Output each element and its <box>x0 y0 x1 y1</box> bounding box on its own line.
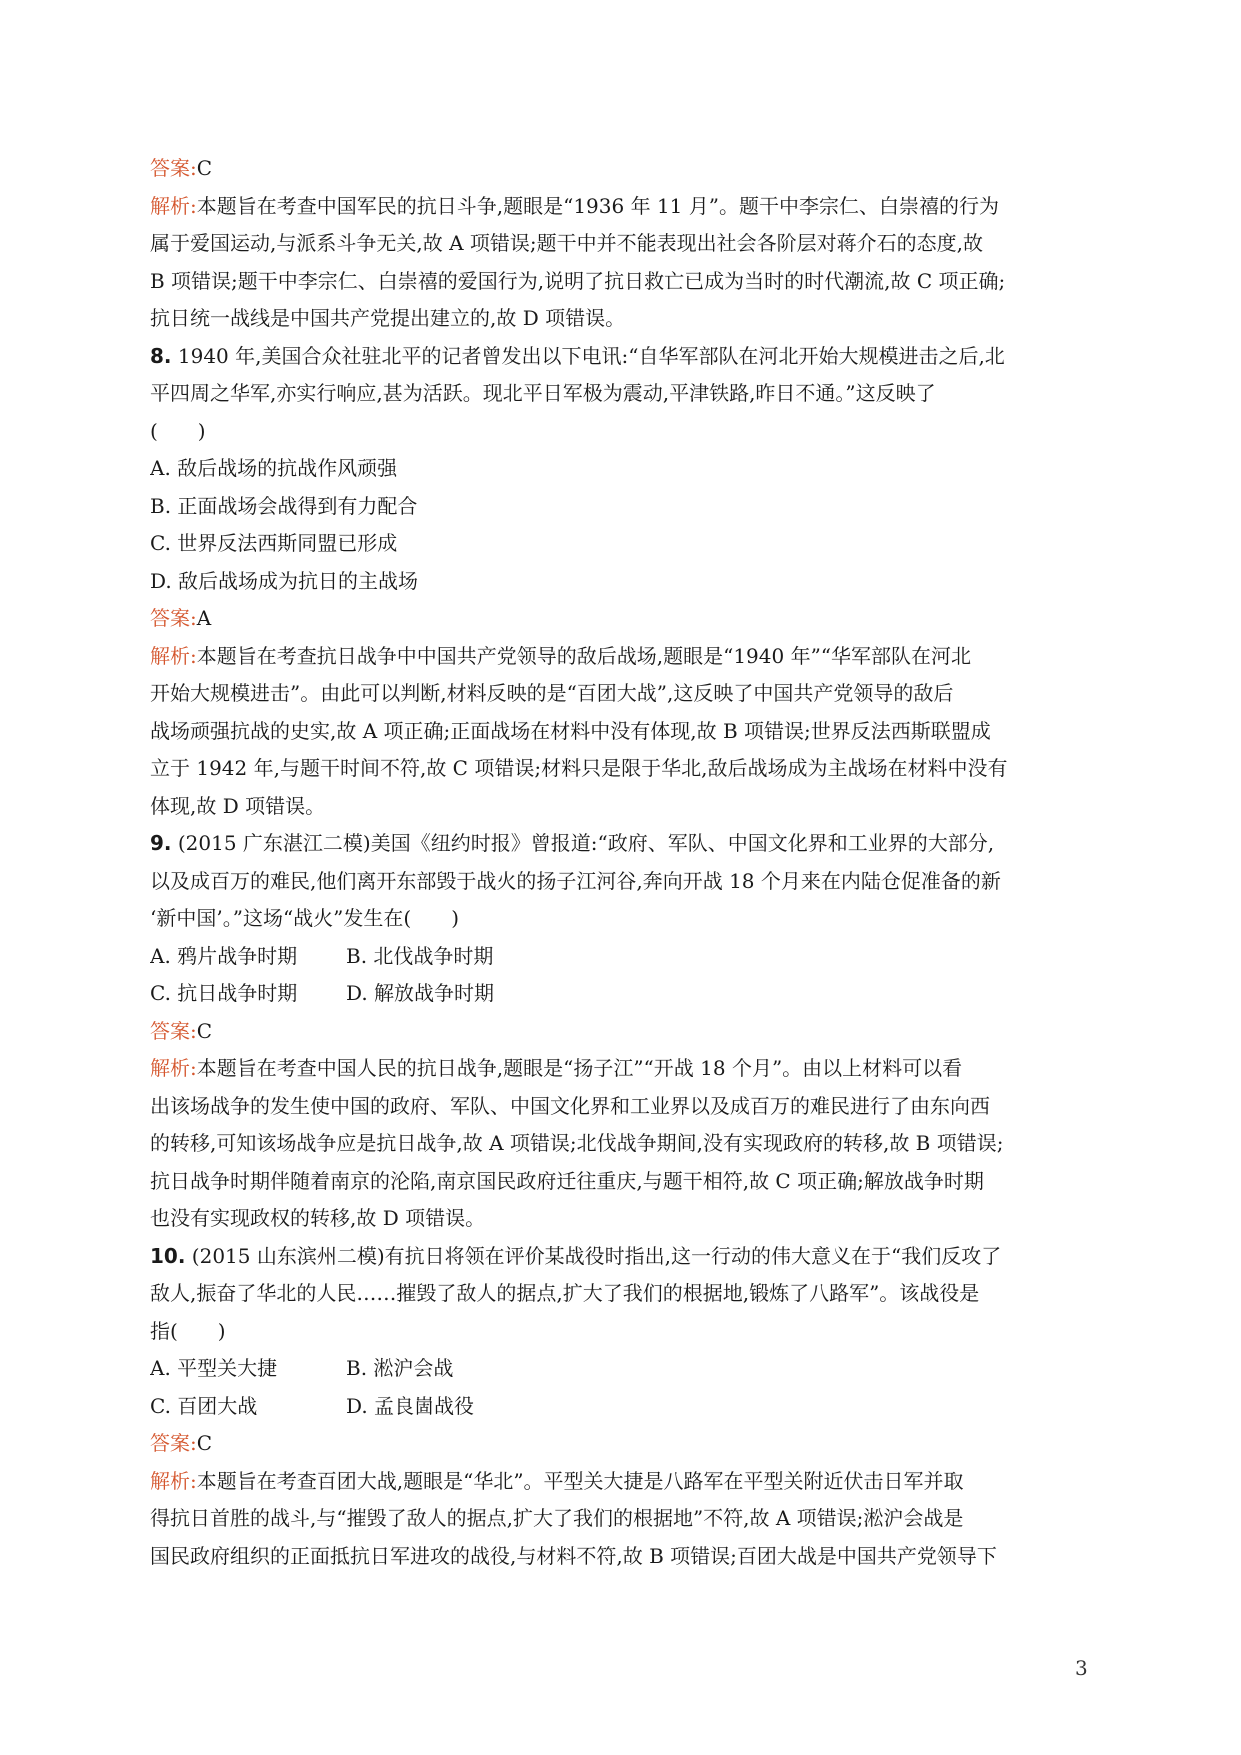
analysis-text: 抗日战争时期伴随着南京的沦陷,南京国民政府迁往重庆,与题干相符,故 C 项正确;解放战争时期 <box>150 1168 984 1193</box>
question-stem <box>150 1238 1090 1276</box>
question-stem <box>150 825 1090 863</box>
option-c: C. 抗日战争时期 <box>150 981 298 1005</box>
analysis-text: 战场顽强抗战的史实,故 A 项正确;正面战场在材料中没有体现,故 B 项错误;世界反法西斯联盟成 <box>150 718 991 743</box>
answer-line <box>150 1425 1090 1463</box>
analysis-line <box>150 1463 1090 1501</box>
question-number: 8. <box>150 343 172 368</box>
option-a: A. 鸦片战争时期 <box>150 943 298 968</box>
question-text: 指( ) <box>150 1318 226 1343</box>
answer-label: 答案: <box>150 1431 197 1455</box>
answer-line <box>150 150 1090 188</box>
question-text: (2015 广东湛江二模)美国《纽约时报》曾报道:“政府、军队、中国文化界和工业界的大部分, <box>177 831 995 855</box>
analysis-text: 国民政府组织的正面抵抗日军进攻的战役,与材料不符,故 B 项错误;百团大战是中国共产党领导下 <box>150 1543 997 1568</box>
analysis-label: 解析: <box>150 1468 197 1493</box>
option-b: B. 北伐战争时期 <box>346 943 494 968</box>
option-d: D. 解放战争时期 <box>346 981 495 1005</box>
analysis-text: 本题旨在考查百团大战,题眼是“华北”。平型关大捷是八路军在平型关附近伏击日军并取 <box>196 1468 964 1493</box>
question-text: 平四周之华军,亦实行响应,甚为活跃。现北平日军极为震动,平津铁路,昨日不通。”这反映了 <box>150 381 936 405</box>
answer-value: C <box>196 1431 213 1455</box>
analysis-label: 解析: <box>150 1056 197 1080</box>
analysis-text: 本题旨在考查中国军民的抗日斗争,题眼是“1936 年 11 月”。题干中李宗仁、白崇禧的行为 <box>196 193 999 218</box>
analysis-text: 得抗日首胜的战斗,与“摧毁了敌人的据点,扩大了我们的根据地”不符,故 A 项错误;淞沪会战是 <box>150 1506 964 1530</box>
answer-value: C <box>196 1018 213 1043</box>
option-c: C. 世界反法西斯同盟已形成 <box>150 531 398 555</box>
question-text: ‘新中国’。”这场“战火”发生在( ) <box>150 906 459 930</box>
analysis-text: 出该场战争的发生使中国的政府、军队、中国文化界和工业界以及成百万的难民进行了由东向西 <box>150 1093 990 1118</box>
option-row <box>150 938 1090 976</box>
option-row <box>150 1350 1090 1388</box>
question-text: 以及成百万的难民,他们离开东部毁于战火的扬子江河谷,奔向开战 18 个月来在内陆仓促准备的新 <box>150 868 1001 893</box>
analysis-text: 本题旨在考查中国人民的抗日战争,题眼是“扬子江”“开战 18 个月”。由以上材料可以看 <box>196 1056 963 1080</box>
analysis-text: 开始大规模进击”。由此可以判断,材料反映的是“百团大战”,这反映了中国共产党领导的敌后 <box>150 681 954 705</box>
analysis-text: 属于爱国运动,与派系斗争无关,故 A 项错误;题干中并不能表现出社会各阶层对蒋介石的态度,故 <box>150 231 983 255</box>
analysis-text: 体现,故 D 项错误。 <box>150 793 326 818</box>
answer-value: A <box>196 606 212 630</box>
analysis-line <box>150 188 1090 226</box>
option-row <box>150 1388 1090 1426</box>
answer-line <box>150 600 1090 638</box>
answer-label: 答案: <box>150 606 197 630</box>
answer-line <box>150 1013 1090 1051</box>
analysis-text: 抗日统一战线是中国共产党提出建立的,故 D 项错误。 <box>150 306 626 330</box>
analysis-text: 立于 1942 年,与题干时间不符,故 C 项错误;材料只是限于华北,敌后战场成为主战场在材料中没有 <box>150 756 1008 780</box>
question-number: 9. <box>150 831 172 855</box>
option-b: B. 正面战场会战得到有力配合 <box>150 493 418 518</box>
answer-value: C <box>196 156 213 180</box>
answer-label: 答案: <box>150 1018 197 1043</box>
analysis-line <box>150 1050 1090 1088</box>
option-a: A. 平型关大捷 <box>150 1356 278 1380</box>
question-text: 敌人,振奋了华北的人民……摧毁了敌人的据点,扩大了我们的根据地,锻炼了八路军”。该战役是 <box>150 1281 980 1305</box>
answer-label: 答案: <box>150 156 197 180</box>
analysis-text: 也没有实现政权的转移,故 D 项错误。 <box>150 1206 486 1230</box>
analysis-text: 的转移,可知该场战争应是抗日战争,故 A 项错误;北伐战争期间,没有实现政府的转移,故 B 项错误; <box>150 1131 1004 1155</box>
option-b: B. 淞沪会战 <box>346 1356 454 1380</box>
question-text: (2015 山东滨州二模)有抗日将领在评价某战役时指出,这一行动的伟大意义在于“我们反攻了 <box>191 1243 1002 1268</box>
analysis-label: 解析: <box>150 643 197 668</box>
option-a: A. 敌后战场的抗战作风顽强 <box>150 456 398 480</box>
document-body <box>150 150 1090 1575</box>
question-stem <box>150 338 1090 376</box>
option-row <box>150 975 1090 1013</box>
option-c: C. 百团大战 <box>150 1393 258 1418</box>
question-number: 10. <box>150 1243 186 1268</box>
question-text: ( ) <box>150 418 206 443</box>
page-number: 3 <box>1075 1656 1088 1680</box>
analysis-line <box>150 638 1090 676</box>
analysis-text: 本题旨在考查抗日战争中中国共产党领导的敌后战场,题眼是“1940 年”“华军部队在河北 <box>196 643 972 668</box>
question-text: 1940 年,美国合众社驻北平的记者曾发出以下电讯:“自华军部队在河北开始大规模进击之后,北 <box>177 343 1005 368</box>
analysis-label: 解析: <box>150 193 197 218</box>
option-d: D. 敌后战场成为抗日的主战场 <box>150 568 419 593</box>
option-d: D. 孟良崮战役 <box>346 1393 475 1418</box>
analysis-text: B 项错误;题干中李宗仁、白崇禧的爱国行为,说明了抗日救亡已成为当时的时代潮流,故 C 项正确; <box>150 268 1006 293</box>
